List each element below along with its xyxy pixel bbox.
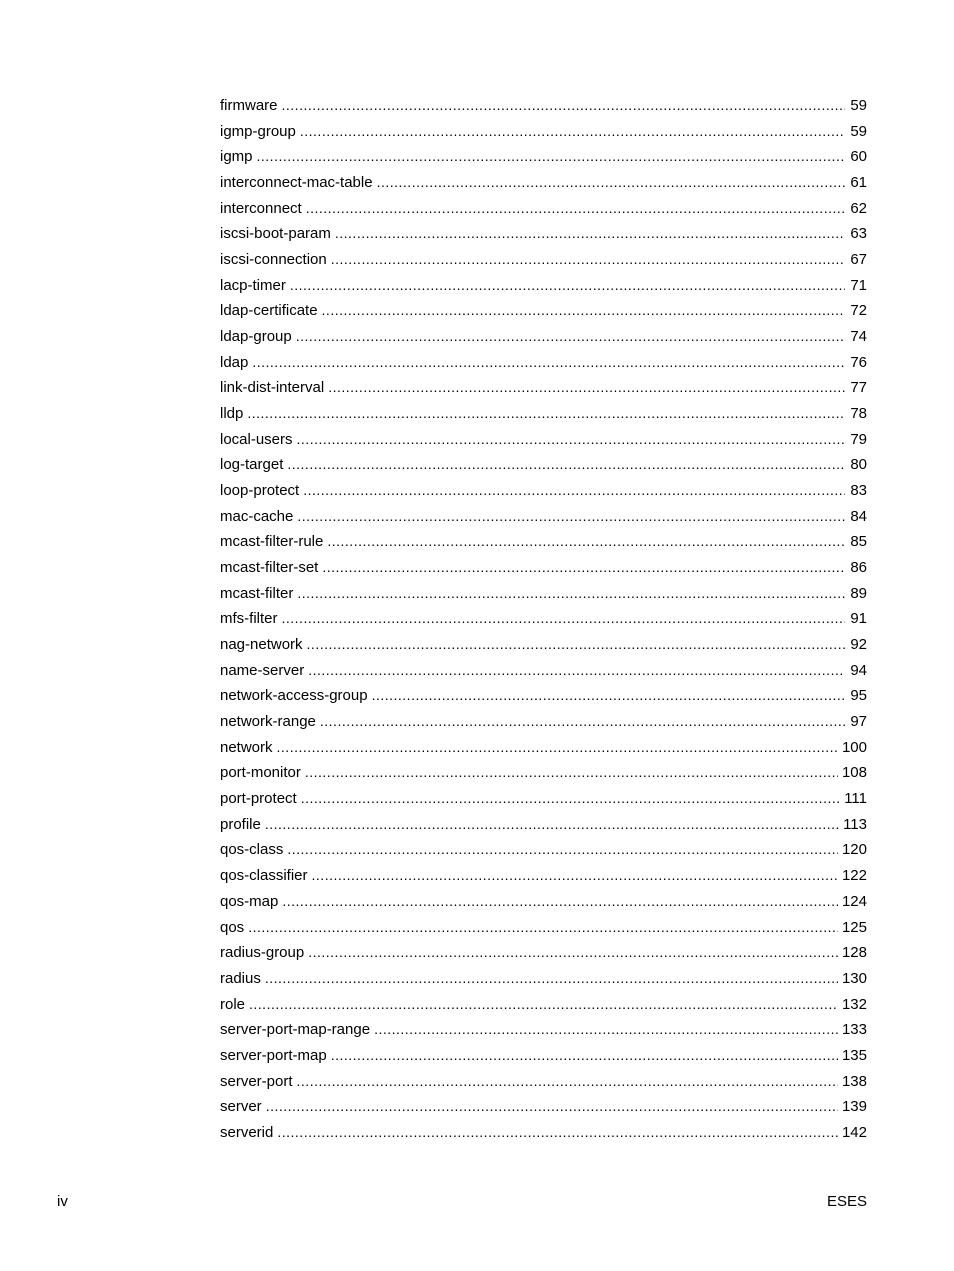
toc-entry-label: radius-group — [220, 944, 305, 962]
toc-entry-label: log-target — [220, 456, 284, 474]
toc-entry-label: port-monitor — [220, 764, 301, 782]
toc-entry[interactable] — [220, 144, 867, 170]
toc-entry-label: network-range — [220, 713, 316, 731]
toc-entry-page: 108 — [841, 764, 867, 782]
toc-entry-label: port-protect — [220, 790, 297, 808]
toc-entry-label: ldap-certificate — [220, 302, 318, 320]
dot-leader — [303, 478, 845, 504]
dot-leader — [306, 196, 845, 222]
toc-entry[interactable] — [220, 196, 867, 222]
dot-leader — [287, 452, 845, 478]
toc-entry[interactable] — [220, 606, 867, 632]
toc-entry[interactable] — [220, 119, 867, 145]
dot-leader — [308, 940, 838, 966]
toc-entry-page: 130 — [841, 969, 867, 987]
dot-leader — [331, 1043, 838, 1069]
toc-entry-page: 132 — [841, 995, 867, 1013]
toc-entry-page: 61 — [850, 174, 867, 192]
dot-leader — [277, 735, 838, 761]
toc-entry[interactable] — [220, 93, 867, 119]
toc-entry[interactable] — [220, 273, 867, 299]
toc-entry[interactable] — [220, 735, 867, 761]
dot-leader — [297, 504, 845, 530]
toc-entry-label: iscsi-connection — [220, 251, 327, 269]
toc-entry[interactable] — [220, 401, 867, 427]
toc-entry-label: mfs-filter — [220, 610, 278, 628]
toc-entry[interactable] — [220, 966, 867, 992]
toc-entry[interactable] — [220, 1043, 867, 1069]
dot-leader — [307, 632, 845, 658]
dot-leader — [277, 1120, 838, 1146]
toc-entry[interactable] — [220, 683, 867, 709]
toc-entry[interactable] — [220, 1094, 867, 1120]
toc-entry-label: ldap-group — [220, 328, 292, 346]
toc-entry-page: 67 — [850, 251, 867, 269]
toc-entry[interactable] — [220, 1120, 867, 1146]
dot-leader — [377, 170, 845, 196]
footer-locale: ESES — [826, 1193, 867, 1210]
toc-entry-page: 72 — [850, 302, 867, 320]
toc-entry-page: 78 — [850, 405, 867, 423]
toc-entry[interactable] — [220, 478, 867, 504]
dot-leader — [287, 837, 838, 863]
dot-leader — [322, 555, 845, 581]
toc-entry-page: 142 — [841, 1123, 867, 1141]
toc-entry-page: 97 — [850, 713, 867, 731]
toc-entry-page: 111 — [844, 790, 867, 808]
dot-leader — [257, 144, 845, 170]
toc-entry[interactable] — [220, 658, 867, 684]
toc-entry-label: igmp-group — [220, 122, 296, 140]
toc-entry[interactable] — [220, 915, 867, 941]
toc-entry-page: 59 — [850, 122, 867, 140]
dot-leader — [320, 709, 845, 735]
toc-entry-page: 135 — [841, 1046, 867, 1064]
toc-entry-page: 63 — [850, 225, 867, 243]
toc-entry[interactable] — [220, 581, 867, 607]
toc-entry[interactable] — [220, 1069, 867, 1095]
page-number: iv — [57, 1193, 68, 1210]
dot-leader — [282, 889, 838, 915]
toc-entry-page: 125 — [841, 918, 867, 936]
toc-entry-page: 85 — [850, 533, 867, 551]
toc-entry-label: interconnect — [220, 199, 302, 217]
dot-leader — [305, 760, 838, 786]
dot-leader — [308, 658, 845, 684]
toc-entry-page: 83 — [850, 482, 867, 500]
toc-entry-label: mcast-filter — [220, 584, 294, 602]
toc-entry-label: qos-class — [220, 841, 284, 859]
toc-entry[interactable] — [220, 1017, 867, 1043]
toc-entry-label: mac-cache — [220, 507, 294, 525]
dot-leader — [296, 324, 845, 350]
dot-leader — [282, 606, 846, 632]
toc-entry[interactable] — [220, 555, 867, 581]
toc-entry[interactable] — [220, 889, 867, 915]
dot-leader — [300, 119, 845, 145]
toc-entry-page: 89 — [850, 584, 867, 602]
toc-entry-page: 74 — [850, 328, 867, 346]
toc-entry[interactable] — [220, 350, 867, 376]
toc-entry-label: loop-protect — [220, 482, 300, 500]
toc-entry-label: lldp — [220, 405, 244, 423]
dot-leader — [248, 915, 838, 941]
toc-entry[interactable] — [220, 452, 867, 478]
toc-entry-page: 86 — [850, 559, 867, 577]
toc-entry[interactable] — [220, 375, 867, 401]
toc-entry[interactable] — [220, 170, 867, 196]
toc-entry-label: network — [220, 738, 273, 756]
toc-entry[interactable] — [220, 221, 867, 247]
toc-entry-label: firmware — [220, 97, 278, 114]
dot-leader — [252, 350, 845, 376]
dot-leader — [290, 273, 845, 299]
toc-entry[interactable] — [220, 940, 867, 966]
toc-entry[interactable] — [220, 529, 867, 555]
toc-entry[interactable] — [220, 812, 867, 838]
toc-entry-label: nag-network — [220, 636, 303, 654]
toc-entry-label: ldap — [220, 353, 249, 371]
toc-entry-page: 100 — [841, 738, 867, 756]
dot-leader — [265, 812, 839, 838]
dot-leader — [327, 529, 845, 555]
dot-leader — [297, 427, 845, 453]
toc-entry-page: 139 — [841, 1098, 867, 1116]
toc-entry[interactable] — [220, 298, 867, 324]
toc-entry-label: server-port-map — [220, 1046, 327, 1064]
toc-entry[interactable] — [220, 427, 867, 453]
toc-entry[interactable] — [220, 992, 867, 1018]
dot-leader — [265, 966, 838, 992]
toc-entry-page: 76 — [850, 353, 867, 371]
toc-entry-label: igmp — [220, 148, 253, 166]
toc-entry[interactable] — [220, 837, 867, 863]
dot-leader — [266, 1094, 838, 1120]
toc-entry-page: 94 — [850, 661, 867, 679]
toc-entry-page: 138 — [841, 1072, 867, 1090]
toc-entry-page: 71 — [850, 276, 867, 294]
toc-entry[interactable] — [220, 760, 867, 786]
toc-entry-label: mcast-filter-rule — [220, 533, 324, 551]
dot-leader — [331, 247, 845, 273]
dot-leader — [322, 298, 845, 324]
dot-leader — [247, 401, 845, 427]
toc-entry-page: 128 — [841, 944, 867, 962]
toc-entry-label: network-access-group — [220, 687, 368, 705]
toc-entry-page: 77 — [850, 379, 867, 397]
toc-entry-page: 113 — [843, 815, 867, 833]
toc-entry-page: 80 — [850, 456, 867, 474]
toc-entry-label: qos-map — [220, 892, 279, 910]
toc-entry-label: server — [220, 1098, 262, 1116]
dot-leader — [328, 375, 845, 401]
toc-entry-label: interconnect-mac-table — [220, 174, 373, 192]
toc-entry-label: iscsi-boot-param — [220, 225, 331, 243]
toc-entry-label: link-dist-interval — [220, 379, 325, 397]
toc-entry-page: 79 — [850, 430, 867, 448]
toc-entry-label: qos — [220, 918, 245, 936]
toc-entry-page: 122 — [841, 867, 867, 885]
toc-entry[interactable] — [220, 247, 867, 273]
toc-entry[interactable] — [220, 709, 867, 735]
toc-entry[interactable] — [220, 504, 867, 530]
toc-entry-label: radius — [220, 969, 261, 987]
dot-leader — [249, 992, 838, 1018]
toc-entry[interactable] — [220, 863, 867, 889]
toc-entry-label: server-port — [220, 1072, 293, 1090]
dot-leader — [297, 1069, 838, 1095]
toc-entry[interactable] — [220, 632, 867, 658]
toc-entry-page: 120 — [841, 841, 867, 859]
toc-entry-page: 95 — [850, 687, 867, 705]
dot-leader — [335, 221, 845, 247]
toc-entry[interactable] — [220, 786, 867, 812]
toc-entry-label: local-users — [220, 430, 293, 448]
toc-entry-label: lacp-timer — [220, 276, 286, 294]
toc-entry-page: 59 — [850, 97, 867, 114]
dot-leader — [282, 93, 845, 119]
toc-entry-label: qos-classifier — [220, 867, 308, 885]
toc-entry-label: profile — [220, 815, 261, 833]
table-of-contents — [220, 93, 867, 1146]
toc-entry-page: 84 — [850, 507, 867, 525]
toc-entry-label: serverid — [220, 1123, 274, 1141]
dot-leader — [297, 581, 845, 607]
dot-leader — [312, 863, 838, 889]
toc-entry-page: 92 — [850, 636, 867, 654]
toc-entry-page: 124 — [841, 892, 867, 910]
dot-leader — [372, 683, 845, 709]
toc-entry-page: 133 — [841, 1021, 867, 1039]
dot-leader — [374, 1017, 838, 1043]
toc-entry-label: name-server — [220, 661, 305, 679]
dot-leader — [301, 786, 840, 812]
toc-entry-label: role — [220, 995, 246, 1013]
toc-entry-page: 60 — [850, 148, 867, 166]
toc-entry[interactable] — [220, 324, 867, 350]
toc-entry-label: mcast-filter-set — [220, 559, 319, 577]
toc-entry-page: 91 — [850, 610, 867, 628]
toc-entry-label: server-port-map-range — [220, 1021, 371, 1039]
toc-entry-page: 62 — [850, 199, 867, 217]
